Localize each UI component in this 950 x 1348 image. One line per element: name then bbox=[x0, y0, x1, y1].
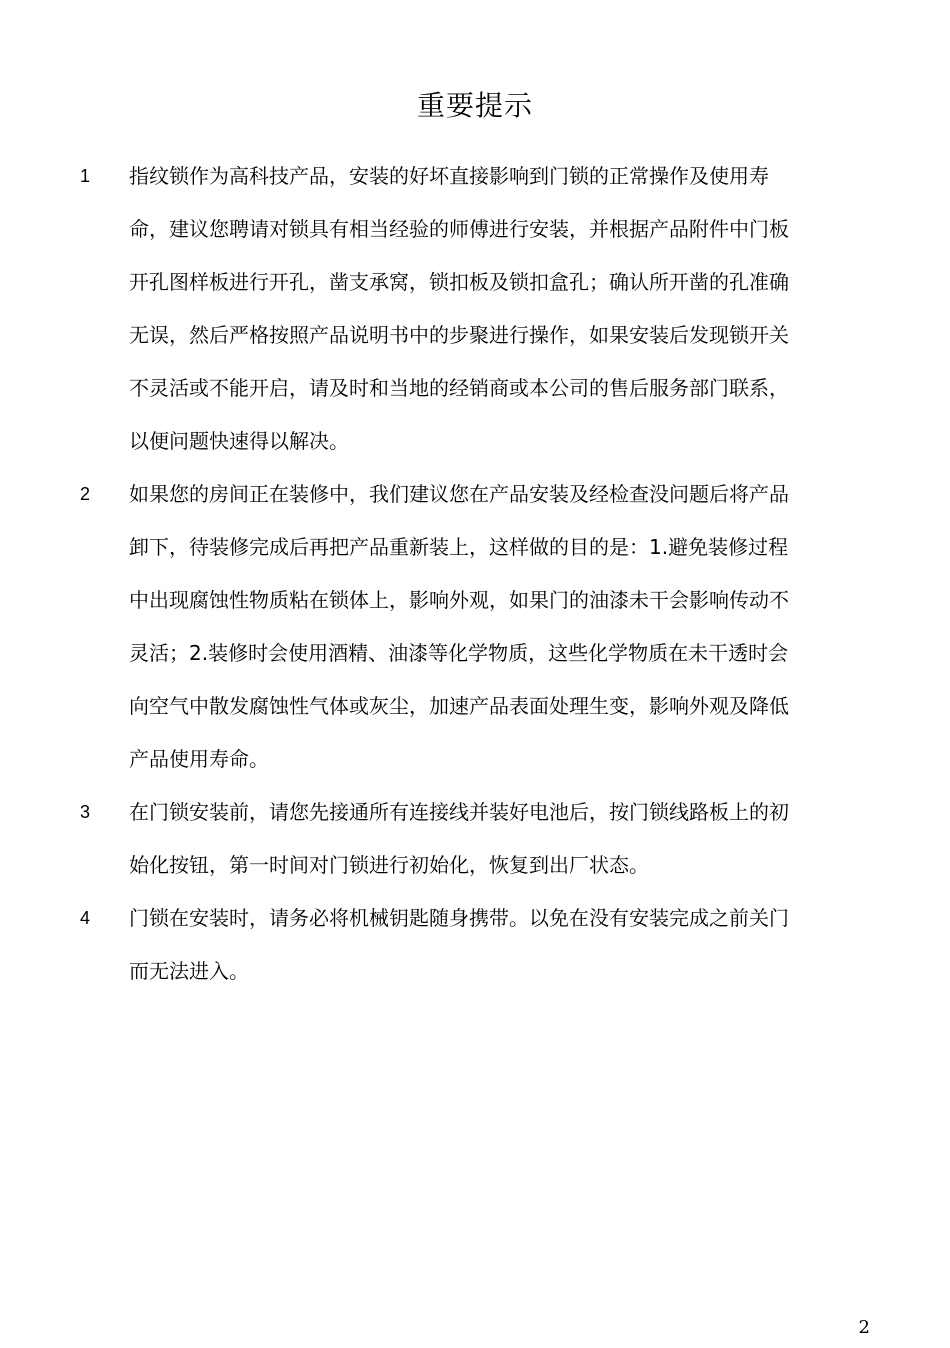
item-text-line: 指纹锁作为高科技产品，安装的好坏直接影响到门锁的正常操作及使用寿 bbox=[129, 164, 769, 188]
item-text-line: 始化按钮，第一时间对门锁进行初始化，恢复到出厂状态。 bbox=[129, 853, 649, 877]
item-text-line: 命，建议您聘请对锁具有相当经验的师傅进行安装，并根据产品附件中门板 bbox=[129, 217, 789, 241]
page-title: 重要提示 bbox=[416, 89, 533, 122]
item-text-line: 灵活；2.装修时会使用酒精、油漆等化学物质，这些化学物质在未干透时会 bbox=[129, 641, 789, 665]
item-text-line: 门锁在安装时，请务必将机械钥匙随身携带。以免在没有安装完成之前关门 bbox=[129, 906, 789, 930]
item-text-line: 产品使用寿命。 bbox=[129, 747, 269, 771]
item-text-line: 卸下，待装修完成后再把产品重新装上，这样做的目的是：1.避免装修过程 bbox=[129, 535, 789, 559]
item-text-line: 无误，然后严格按照产品说明书中的步聚进行操作，如果安装后发现锁开关 bbox=[129, 323, 789, 347]
item-number: 4 bbox=[80, 908, 91, 928]
item-number: 2 bbox=[80, 484, 91, 504]
item-number: 1 bbox=[80, 166, 91, 186]
item-text-line: 以便问题快速得以解决。 bbox=[129, 429, 349, 453]
item-text-line: 向空气中散发腐蚀性气体或灰尘，加速产品表面处理生变，影响外观及降低 bbox=[129, 694, 789, 718]
item-text-line: 不灵活或不能开启，请及时和当地的经销商或本公司的售后服务部门联系， bbox=[129, 376, 789, 400]
page-number: 2 bbox=[858, 1317, 870, 1338]
item-text-line: 而无法进入。 bbox=[129, 959, 249, 983]
item-text-line: 中出现腐蚀性物质粘在锁体上，影响外观，如果门的油漆未干会影响传动不 bbox=[129, 588, 789, 612]
item-number: 3 bbox=[80, 802, 91, 822]
item-text-line: 如果您的房间正在装修中，我们建议您在产品安装及经检查没问题后将产品 bbox=[129, 482, 789, 506]
item-text-line: 开孔图样板进行开孔，凿支承窝，锁扣板及锁扣盒孔；确认所开凿的孔准确 bbox=[129, 270, 789, 294]
item-text-line: 在门锁安装前，请您先接通所有连接线并装好电池后，按门锁线路板上的初 bbox=[129, 800, 789, 824]
